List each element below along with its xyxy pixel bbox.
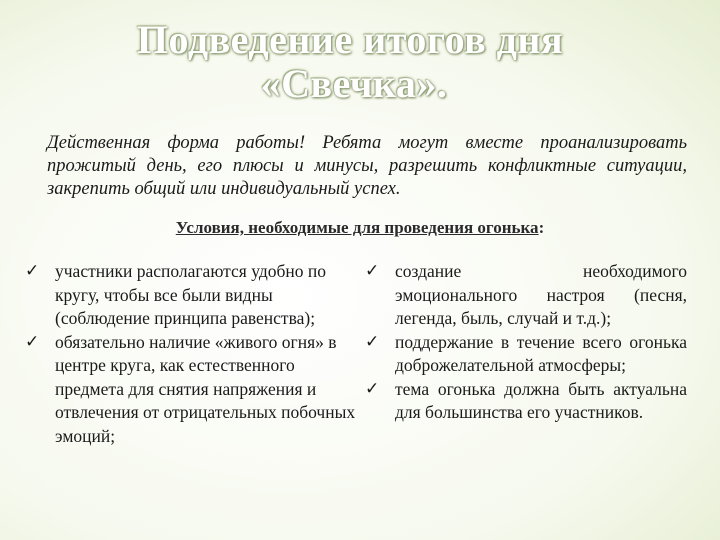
list-item-text: создание необходимого эмоционального настроя (песня, легенда, быль, случай и т.д.); (395, 261, 687, 328)
list-item (25, 260, 365, 331)
list-item (25, 331, 365, 449)
checkmark-icon: ✓ (25, 261, 40, 281)
checkmark-icon: ✓ (25, 331, 40, 352)
slide-title (0, 18, 720, 106)
conditions-heading-colon: : (538, 218, 545, 237)
checkmark-icon: ✓ (365, 331, 380, 352)
right-conditions-list (365, 260, 687, 425)
list-item (365, 260, 687, 331)
slide-title-line-1: Подведение итогов дня (136, 17, 564, 62)
list-item-text: тема огонька должна быть актуальна для большинства его участников. (395, 378, 687, 422)
conditions-heading-text: Условия, необходимые для проведения огонька (175, 218, 539, 237)
list-item-text: участники располагаются удобно по кругу, чтобы все были видны (соблюдение принципа равенства); (55, 261, 327, 328)
slide-title-line-2: «Свечка». (260, 61, 448, 106)
list-item-text: поддержание в течение всего огонька доброжелательной атмосферы; (395, 331, 687, 375)
list-item (365, 331, 687, 378)
checkmark-icon: ✓ (365, 378, 380, 399)
checkmark-icon: ✓ (365, 261, 380, 281)
list-item (365, 378, 687, 425)
list-item-text: обязательно наличие «живого огня» в центре круга, как естественного предмета для снятия напряжения и отвлечения от отрицательных побочных эмоций; (55, 331, 356, 446)
left-conditions-list (25, 260, 365, 448)
intro-paragraph: Действенная форма работы! Ребята могут вместе проанализировать прожитый день, его плюсы и минусы, разрешить конфликтные ситуации, закрепить общий или индивидуальный успех. (47, 133, 687, 199)
conditions-heading (0, 218, 720, 238)
